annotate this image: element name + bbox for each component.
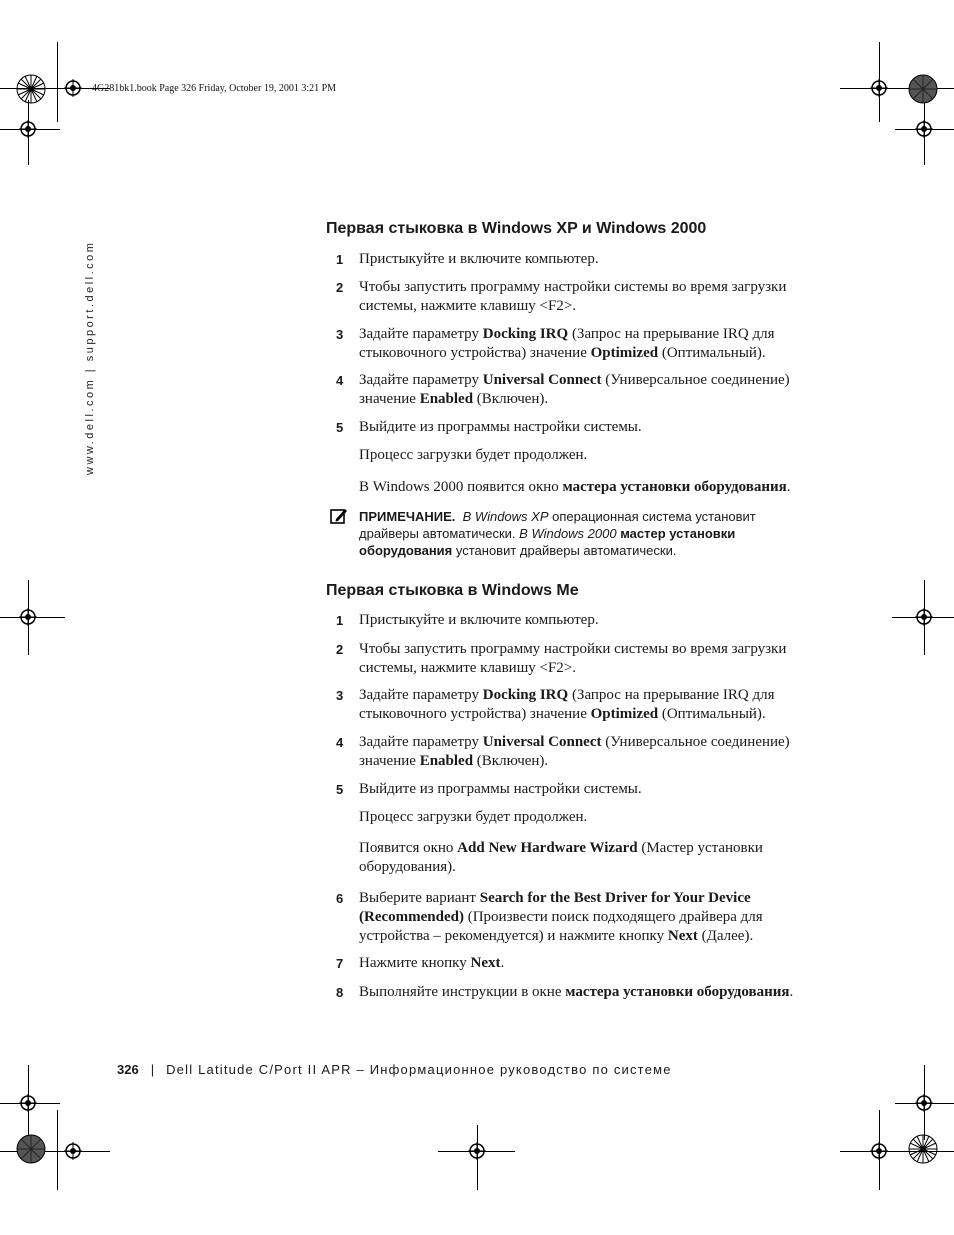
starburst-icon bbox=[908, 74, 938, 104]
paragraph: Процесс загрузки будет продолжен. bbox=[359, 447, 588, 463]
footer-title: Dell Latitude C/Port II APR – Информационное руководство по системе bbox=[166, 1062, 672, 1077]
registration-mark-icon bbox=[468, 1142, 486, 1160]
paragraph: Процесс загрузки будет продолжен. bbox=[359, 809, 588, 825]
step-number: 3 bbox=[336, 327, 344, 342]
crop-line bbox=[57, 42, 58, 122]
section-heading-me: Первая стыковка в Windows Me bbox=[326, 582, 579, 599]
step-number: 2 bbox=[336, 642, 344, 657]
starburst-icon bbox=[16, 1134, 46, 1164]
page-footer bbox=[117, 1062, 672, 1077]
registration-mark-icon bbox=[870, 1142, 888, 1160]
paragraph: В Windows 2000 появится окно мастера установки оборудования. bbox=[359, 479, 791, 495]
step-number: 4 bbox=[336, 373, 344, 388]
paragraph: Появится окно Add New Hardware Wizard (Мастер установки оборудования). bbox=[359, 840, 763, 875]
footer-separator: | bbox=[150, 1062, 155, 1077]
step-number: 1 bbox=[336, 613, 344, 628]
step-number: 3 bbox=[336, 688, 344, 703]
starburst-icon bbox=[16, 74, 46, 104]
step-text: Нажмите кнопку Next. bbox=[359, 955, 505, 971]
note-block: ПРИМЕЧАНИЕ. В Windows XP операционная система установит драйверы автоматически. В Windows 2000 мастер установки оборудования установит драйверы автоматически. bbox=[359, 509, 756, 558]
step-number: 7 bbox=[336, 956, 344, 971]
step-text: Чтобы запустить программу настройки системы во время загрузки системы, нажмите клавишу <F2>. bbox=[359, 279, 787, 314]
registration-mark-icon bbox=[64, 79, 82, 97]
step-text: Задайте параметру Universal Connect (Универсальное соединение) значение Enabled (Включен). bbox=[359, 734, 790, 769]
section-heading-xp-2000: Первая стыковка в Windows XP и Windows 2000 bbox=[326, 220, 707, 237]
pencil-note-icon bbox=[330, 507, 348, 525]
step-text: Выполняйте инструкции в окне мастера установки оборудования. bbox=[359, 984, 794, 1000]
book-info-line: 4G281bk1.book Page 326 Friday, October 19, 2001 3:21 PM bbox=[92, 83, 337, 94]
registration-mark-icon bbox=[19, 120, 37, 138]
step-text: Задайте параметру Docking IRQ (Запрос на прерывание IRQ для стыковочного устройства) значение Optimized (Оптимальный). bbox=[359, 326, 775, 361]
crop-line bbox=[57, 1110, 58, 1190]
step-text: Пристыкуйте и включите компьютер. bbox=[359, 612, 599, 628]
registration-mark-icon bbox=[870, 79, 888, 97]
step-text: Выйдите из программы настройки системы. bbox=[359, 781, 642, 797]
starburst-icon bbox=[908, 1134, 938, 1164]
step-number: 5 bbox=[336, 782, 344, 797]
registration-mark-icon bbox=[19, 1094, 37, 1112]
step-text: Пристыкуйте и включите компьютер. bbox=[359, 251, 599, 267]
registration-mark-icon bbox=[915, 608, 933, 626]
step-text: Задайте параметру Docking IRQ (Запрос на прерывание IRQ для стыковочного устройства) значение Optimized (Оптимальный). bbox=[359, 687, 775, 722]
registration-mark-icon bbox=[19, 608, 37, 626]
note-label: ПРИМЕЧАНИЕ. bbox=[359, 509, 456, 524]
page-number: 326 bbox=[117, 1062, 139, 1077]
step-number: 6 bbox=[336, 891, 344, 906]
step-text: Выйдите из программы настройки системы. bbox=[359, 419, 642, 435]
step-text: Чтобы запустить программу настройки системы во время загрузки системы, нажмите клавишу <F2>. bbox=[359, 641, 787, 676]
registration-mark-icon bbox=[64, 1142, 82, 1160]
step-number: 2 bbox=[336, 280, 344, 295]
step-number: 1 bbox=[336, 252, 344, 267]
side-url: www.dell.com | support.dell.com bbox=[84, 240, 96, 475]
step-number: 4 bbox=[336, 735, 344, 750]
step-text: Задайте параметру Universal Connect (Универсальное соединение) значение Enabled (Включен). bbox=[359, 372, 790, 407]
registration-mark-icon bbox=[915, 120, 933, 138]
step-number: 5 bbox=[336, 420, 344, 435]
step-text: Выберите вариант Search for the Best Driver for Your Device (Recommended) (Произвести поиск подходящего драйвера для устройства – рекомендуется) и нажмите кнопку Next (Далее). bbox=[359, 890, 763, 944]
step-number: 8 bbox=[336, 985, 344, 1000]
registration-mark-icon bbox=[915, 1094, 933, 1112]
